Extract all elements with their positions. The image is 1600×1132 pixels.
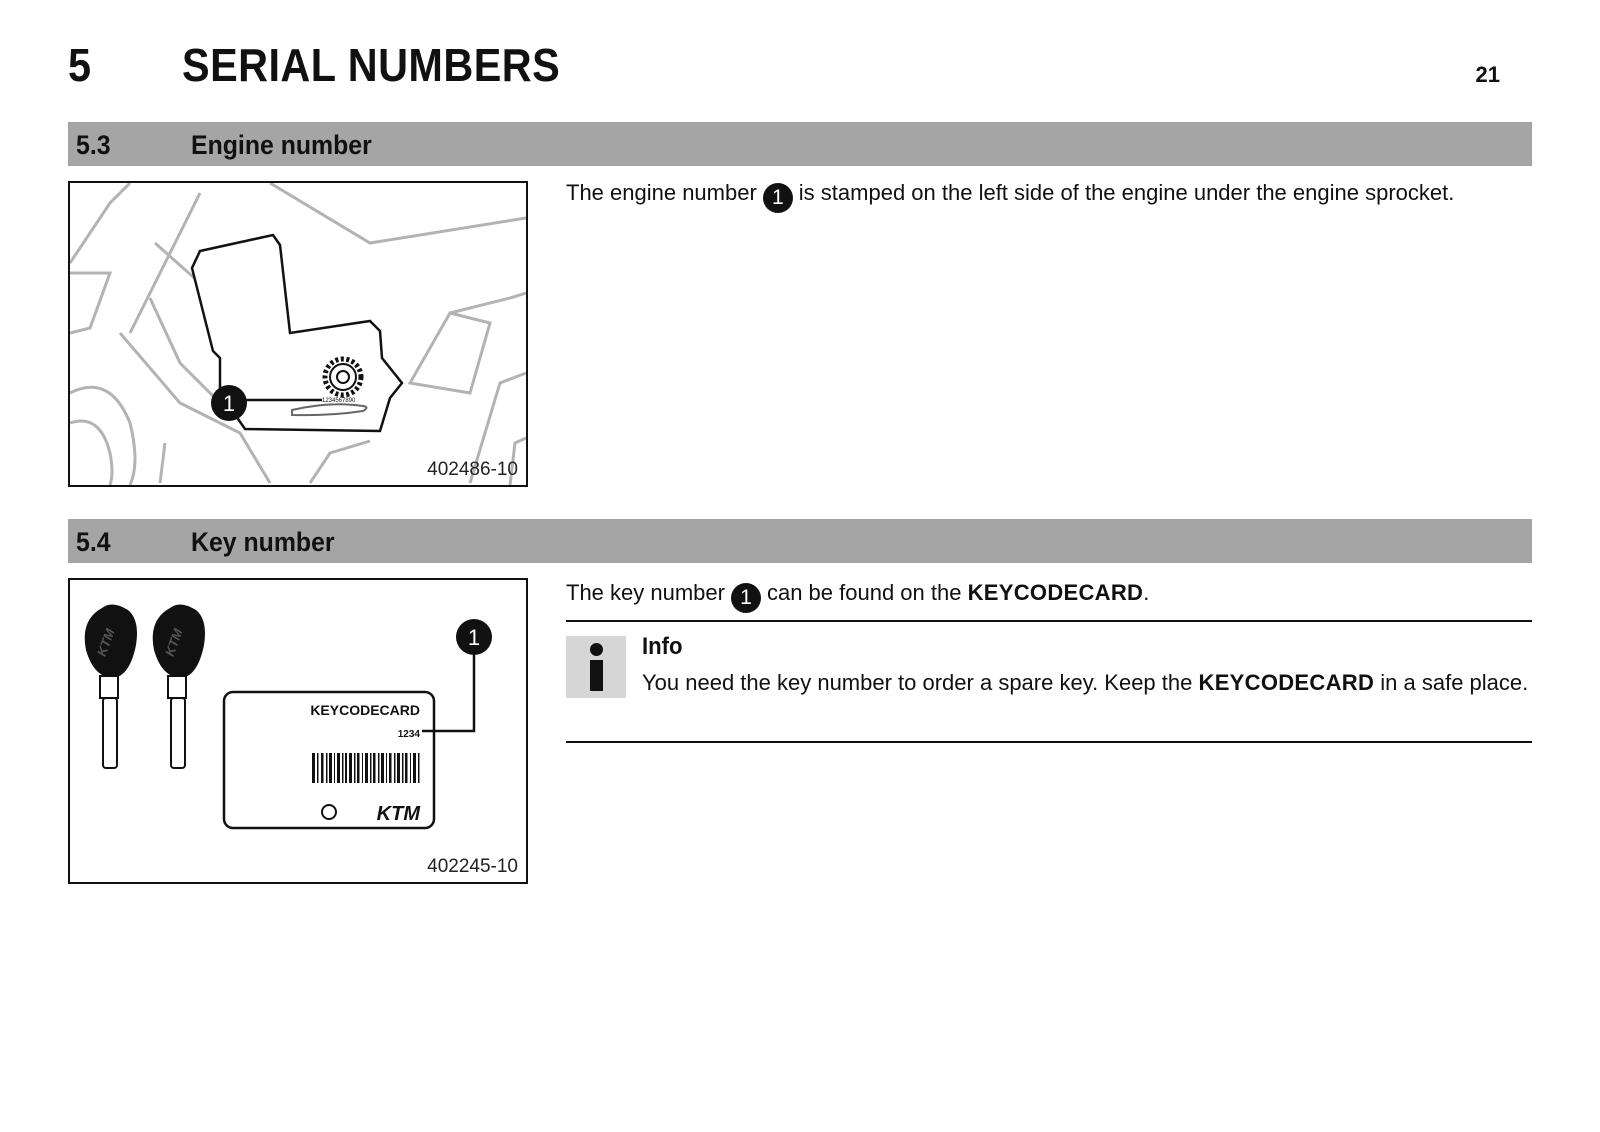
text-span: The engine number bbox=[566, 180, 757, 205]
engine-number-text bbox=[566, 178, 1532, 213]
key-illustration bbox=[70, 580, 526, 882]
figure-callout: 1 bbox=[222, 391, 236, 416]
figure-id: 402486-10 bbox=[427, 459, 518, 480]
section-number: 5.4 bbox=[76, 527, 111, 557]
text-span: You need the key number to order a spare key. Keep the bbox=[642, 670, 1193, 695]
page-number: 21 bbox=[1475, 62, 1500, 87]
chapter-title: SERIAL NUMBERS bbox=[182, 39, 561, 91]
chapter-number: 5 bbox=[68, 39, 92, 91]
text-span: can be found on the bbox=[766, 580, 962, 605]
card-logo: KTM bbox=[376, 803, 420, 825]
section-header-engine-number bbox=[68, 122, 1532, 166]
info-top-rule bbox=[566, 620, 1532, 622]
engine-number-figure bbox=[68, 181, 528, 487]
info-bottom-rule bbox=[566, 741, 1532, 743]
key-icon bbox=[85, 604, 137, 768]
figure-callout: 1 bbox=[467, 625, 481, 650]
keycodecard-term: KEYCODECARD bbox=[967, 580, 1144, 605]
text-span: . bbox=[1143, 580, 1150, 605]
text-span: in a safe place. bbox=[1380, 670, 1529, 695]
card-number: 1234 bbox=[397, 729, 420, 740]
callout-badge-icon: 1 bbox=[731, 583, 761, 613]
text-span: is stamped on the left side of the engine under the engine sprocket. bbox=[798, 180, 1455, 205]
callout-badge-icon: 1 bbox=[763, 183, 793, 213]
text-span: The key number bbox=[566, 580, 725, 605]
engine-stamp: 1234567890 bbox=[322, 398, 356, 404]
engine-illustration bbox=[70, 183, 526, 485]
section-number: 5.3 bbox=[76, 130, 111, 160]
section-title: Key number bbox=[191, 527, 335, 557]
key-icon bbox=[153, 604, 205, 768]
info-heading: Info bbox=[642, 633, 683, 660]
info-icon bbox=[566, 636, 626, 698]
info-text bbox=[642, 668, 1532, 698]
key-number-text bbox=[566, 578, 1532, 613]
figure-id: 402245-10 bbox=[427, 856, 518, 877]
keycodecard-term: KEYCODECARD bbox=[1198, 670, 1375, 695]
key-number-figure bbox=[68, 578, 528, 884]
key-logo: KTM bbox=[93, 626, 118, 659]
key-logo: KTM bbox=[161, 626, 186, 659]
section-title: Engine number bbox=[191, 130, 372, 160]
section-header-key-number bbox=[68, 519, 1532, 563]
card-title: KEYCODECARD bbox=[310, 702, 420, 718]
